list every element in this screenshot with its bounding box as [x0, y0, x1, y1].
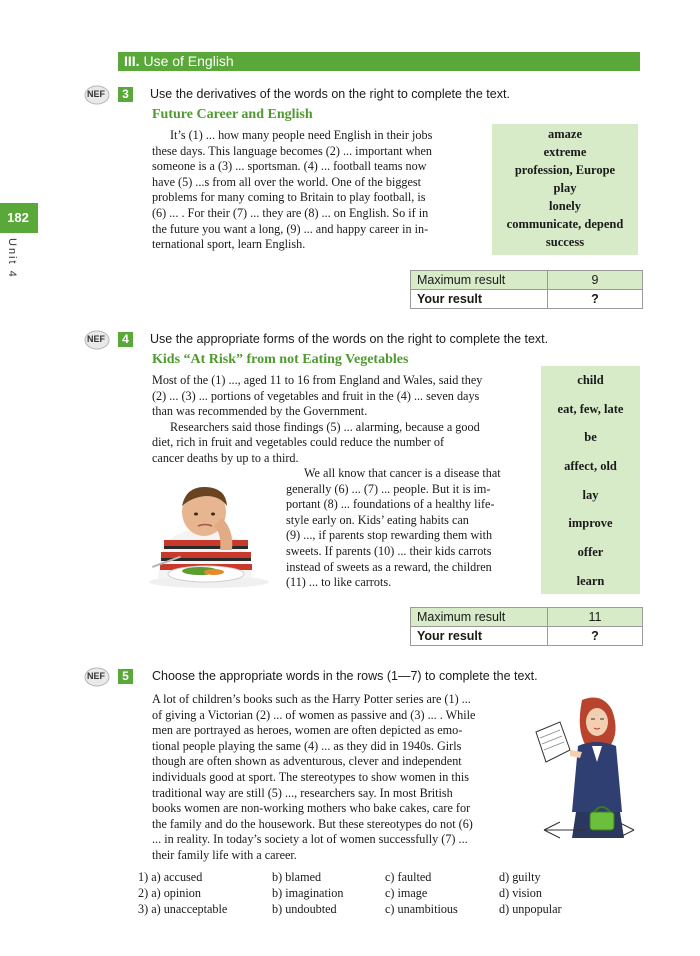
result-table [410, 607, 643, 646]
text-line: though are often shown as adventurous, clever and independent [152, 754, 462, 769]
text-line: portant (8) ... foundations of a healthy life- [286, 497, 495, 512]
section-roman: III. [124, 53, 140, 69]
text-line: than was recommended by the Government. [152, 404, 368, 419]
option-b: b) blamed [272, 870, 322, 884]
word-item: lonely [549, 199, 581, 213]
options-list [138, 869, 608, 917]
word-item: play [553, 181, 577, 195]
exercise-number: 5 [118, 669, 133, 684]
word-item: profession, Europe [514, 163, 616, 177]
option-row [138, 869, 608, 885]
text-line: individuals good at sport. The stereotypes to show women in this [152, 769, 469, 784]
unit-text: Unit 4 [6, 238, 18, 279]
word-item: improve [568, 516, 613, 531]
exercise-title: Future Career and English [152, 107, 313, 122]
word-item: success [545, 235, 585, 249]
section-header [118, 52, 640, 71]
text-line: traditional way are still (5) ..., researchers say. In most British [152, 785, 453, 800]
exercise-text-continued [286, 466, 530, 591]
word-item: lay [582, 487, 599, 502]
word-item: amaze [547, 127, 582, 141]
exercise-number: 3 [118, 87, 133, 102]
result-table [410, 270, 643, 309]
section-title: Use of English [143, 53, 234, 69]
text-line: have (5) ...s from all over the world. One of the biggest [152, 174, 422, 189]
nef-badge-icon [83, 329, 111, 351]
word-item: be [584, 430, 597, 445]
option-b: b) imagination [272, 886, 344, 900]
text-line: ... in reality. In today’s society a lot of women successfully (7) ... [152, 832, 468, 847]
exercise-instruction: Use the appropriate forms of the words on the right to complete the text. [150, 332, 549, 346]
word-item: offer [577, 545, 604, 560]
max-result-label: Maximum result [411, 271, 548, 290]
exercise-text [152, 373, 532, 467]
text-line: (11) ... to like carrots. [286, 575, 392, 590]
text-line: tional people playing the same (4) ... as they did in 1940s. Girls [152, 738, 462, 753]
text-line: generally (6) ... (7) ... people. But it is im- [286, 481, 491, 496]
option-c: c) faulted [385, 870, 432, 884]
nef-label: NEF [87, 671, 105, 681]
word-item: communicate, depend [506, 217, 624, 231]
word-item: affect, old [564, 459, 617, 474]
word-item: extreme [543, 145, 587, 159]
your-result-label: Your result [411, 627, 548, 646]
word-box [541, 366, 640, 594]
your-result-label: Your result [411, 290, 548, 309]
exercise-number: 4 [118, 332, 133, 347]
option-row [138, 901, 608, 917]
page-number: 182 [0, 203, 36, 233]
text-line: A lot of children’s books such as the Harry Potter series are (1) ... [152, 692, 471, 706]
exercise-instruction: Use the derivatives of the words on the right to complete the text. [150, 87, 510, 101]
boy-with-vegetables-photo [134, 478, 280, 590]
text-line: the future you want a long, (9) ... and happy career in in- [152, 221, 429, 236]
option-a: 1) a) accused [138, 870, 203, 884]
option-c: c) image [385, 886, 428, 900]
word-item: eat, few, late [557, 401, 624, 416]
option-d: d) vision [499, 886, 542, 900]
your-result-value: ? [548, 627, 643, 646]
text-line: problems for many coming to Britain to play football, is [152, 190, 426, 205]
option-a: 2) a) opinion [138, 886, 201, 900]
text-line: (9) ..., if parents stop rewarding them with [286, 528, 493, 543]
text-line: the family and do the housework. But these stereotypes do not (6) [152, 816, 473, 831]
word-item: child [577, 373, 604, 387]
text-line: sweets. If parents (10) ... their kids carrots [286, 543, 492, 558]
option-a: 3) a) unacceptable [138, 902, 228, 916]
nef-label: NEF [87, 334, 105, 344]
max-result-value: 9 [548, 271, 643, 290]
option-d: d) guilty [499, 870, 541, 884]
text-line: diet, rich in fruit and vegetables could reduce the number of [152, 435, 445, 450]
word-box [492, 124, 638, 255]
exercise-instruction: Choose the appropriate words in the rows (1—7) to complete the text. [152, 669, 538, 683]
text-line: ternational sport, learn English. [152, 237, 306, 252]
max-result-label: Maximum result [411, 608, 548, 627]
option-c: c) unambitious [385, 902, 458, 916]
nef-label: NEF [87, 89, 105, 99]
nef-badge-icon [83, 666, 111, 688]
text-line: their family life with a career. [152, 847, 297, 862]
option-d: d) unpopular [499, 902, 562, 916]
text-line: Most of the (1) ..., aged 11 to 16 from England and Wales, said they [152, 373, 483, 387]
text-line: of giving a Victorian (2) ... of women as passive and (3) ... . While [152, 707, 476, 722]
nef-badge-icon [83, 84, 111, 106]
unit-label [6, 238, 20, 290]
text-line: Researchers said those findings (5) ... alarming, because a good [170, 419, 480, 434]
text-line: (6) ... . For their (7) ... they are (8) ... on English. So if in [152, 205, 429, 220]
max-result-value: 11 [548, 608, 643, 627]
text-line: books women are non-working mothers who bake cakes, care for [152, 801, 471, 816]
exercise-text [152, 692, 518, 864]
woman-with-book-illustration [530, 692, 642, 844]
page-tab-edge [36, 203, 38, 233]
your-result-value: ? [548, 290, 643, 309]
text-line: instead of sweets as a reward, the children [286, 559, 492, 574]
exercise-text [152, 128, 482, 253]
text-line: style early on. Kids’ eating habits can [286, 512, 469, 527]
option-b: b) undoubted [272, 902, 337, 916]
text-line: someone is a (3) ... sportsman. (4) ... football teams now [152, 159, 427, 174]
text-line: cancer deaths by up to a third. [152, 450, 299, 465]
text-line: (2) ... (3) ... portions of vegetables and fruit in the (4) ... seven days [152, 388, 480, 403]
text-line: It’s (1) ... how many people need English in their jobs [170, 128, 433, 142]
word-item: learn [576, 573, 605, 588]
text-line: these days. This language becomes (2) ... important when [152, 143, 433, 158]
text-line: men are portrayed as heroes, women are often depicted as emo- [152, 723, 463, 738]
exercise-title: Kids “At Risk” from not Eating Vegetables [152, 352, 409, 367]
text-line: We all know that cancer is a disease that [304, 466, 501, 480]
option-row [138, 885, 608, 901]
